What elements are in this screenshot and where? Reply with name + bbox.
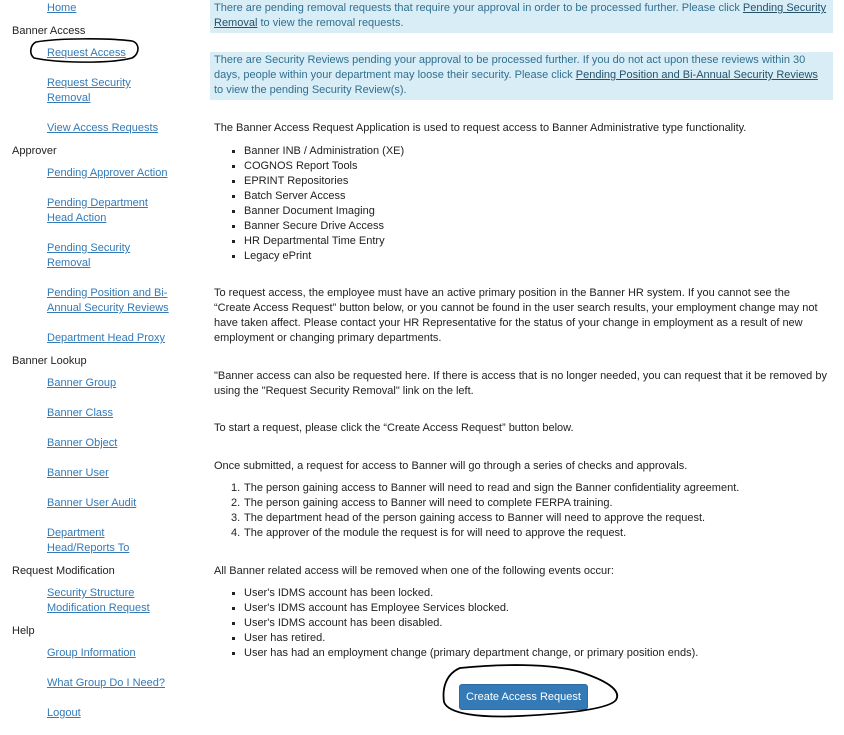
sidebar-item-label: Head Action [47, 212, 107, 224]
sidebar-item-home[interactable]: Home [47, 2, 77, 14]
submitted-text: Once submitted, a request for access to Banner will go through a series of checks and approvals. [214, 460, 688, 472]
list-item: Banner Secure Drive Access [214, 219, 404, 234]
list-item: User's IDMS account has Employee Services blocked. [214, 601, 698, 616]
removal-events-intro: All Banner related access will be removed when one of the following events occur: [214, 565, 614, 577]
intro-text: The Banner Access Request Application is used to request access to Banner Administrative type functionality. [214, 122, 747, 134]
sidebar-item-banner-group[interactable]: Banner Group [47, 377, 117, 389]
list-item: Banner Document Imaging [214, 204, 404, 219]
list-item: User has retired. [214, 631, 698, 646]
sidebar-item-department-head-proxy[interactable]: Department Head Proxy [47, 332, 165, 344]
sidebar-item-banner-object[interactable]: Banner Object [47, 437, 118, 449]
list-item: HR Departmental Time Entry [214, 234, 404, 249]
list-item: User has had an employment change (primary department change, or primary position ends). [214, 646, 698, 661]
alert-pending-removal [210, 0, 833, 33]
sidebar-item-pending-approver-action[interactable]: Pending Approver Action [47, 167, 168, 179]
approval-steps-list [214, 481, 739, 541]
sidebar-heading-approver: Approver [12, 145, 57, 157]
sidebar-item-request-access[interactable]: Request Access [47, 47, 126, 59]
sidebar-heading-help: Help [12, 625, 35, 637]
sidebar-item-banner-class[interactable]: Banner Class [47, 407, 114, 419]
sidebar-item-label: Removal [47, 257, 91, 269]
alert-security-reviews [210, 52, 833, 100]
pending-security-removal-link[interactable]: Pending Security Removal [214, 2, 827, 29]
list-item: User's IDMS account has been locked. [214, 586, 698, 601]
sidebar-item-label: Department [47, 527, 105, 539]
sidebar-heading-banner-lookup: Banner Lookup [12, 355, 87, 367]
create-access-request-button[interactable]: Create Access Request [459, 684, 588, 710]
sidebar-item-label: Pending Department [47, 197, 148, 209]
sidebar-item-what-group-do-i-need[interactable]: What Group Do I Need? [47, 677, 166, 689]
alert-text: There are Security Reviews pending your approval to be processed further. If you do not act upon these reviews within 30 days, people within your department may loose their security. Please click [214, 54, 806, 81]
list-item: 3. The department head of the person gaining access to Banner will need to approve the request. [231, 512, 706, 524]
list-item: Batch Server Access [214, 189, 404, 204]
start-request-text: To start a request, please click the “Create Access Request” button below. [214, 422, 574, 434]
list-item: COGNOS Report Tools [214, 159, 404, 174]
list-item: EPRINT Repositories [214, 174, 404, 189]
sidebar-item-label: Security Structure [47, 587, 135, 599]
sidebar-item-label: Head/Reports To [47, 542, 130, 554]
sidebar-item-view-access-requests[interactable]: View Access Requests [47, 122, 159, 134]
sidebar-item-banner-user-audit[interactable]: Banner User Audit [47, 497, 137, 509]
alert-text: to view the removal requests. [257, 17, 404, 29]
sidebar-item-label: Modification Request [47, 602, 150, 614]
sidebar-item-banner-user[interactable]: Banner User [47, 467, 109, 479]
removal-events-list [214, 586, 698, 661]
sidebar-item-label: Pending Position and Bi- [47, 287, 168, 299]
list-item: Banner INB / Administration (XE) [214, 144, 404, 159]
list-item: 1. The person gaining access to Banner will need to read and sign the Banner confidentiality agreement. [231, 482, 740, 494]
functions-list [214, 144, 404, 264]
sidebar-item-group-information[interactable]: Group Information [47, 647, 136, 659]
sidebar-item-label: Removal [47, 92, 91, 104]
list-item: 4. The approver of the module the request is for will need to approve the request. [231, 527, 627, 539]
alert-text: There are pending removal requests that require your approval in order to be processed further. Please click [214, 2, 743, 14]
removal-note-text: "Banner access can also be requested here. If there is access that is no longer needed, you can request that it be removed by using the "Request Security Removal" link on the left. [214, 370, 827, 397]
list-item: User's IDMS account has been disabled. [214, 616, 698, 631]
list-item: 2. The person gaining access to Banner will need to complete FERPA training. [231, 497, 613, 509]
sidebar-item-label: Pending Security [47, 242, 131, 254]
list-item: Legacy ePrint [214, 249, 404, 264]
sidebar-heading-banner-access: Banner Access [12, 25, 86, 37]
pending-position-reviews-link[interactable]: Pending Position and Bi-Annual Security Reviews [575, 69, 818, 81]
alert-text: to view the pending Security Review(s). [214, 84, 407, 96]
sidebar-item-label: Annual Security Reviews [47, 302, 169, 314]
sidebar-heading-request-modification: Request Modification [12, 565, 115, 577]
sidebar-item-label: Request Security [47, 77, 131, 89]
requirement-text: To request access, the employee must have an active primary position in the Banner HR system. If you cannot see the “Create Access Request” button below, or you cannot be found in the user search results, your employment change may not have taken affect. Please contact your HR Representative for the status of your change in employment as a result of new employment or changing primary departments. [214, 287, 818, 344]
sidebar-item-logout[interactable]: Logout [47, 707, 81, 719]
